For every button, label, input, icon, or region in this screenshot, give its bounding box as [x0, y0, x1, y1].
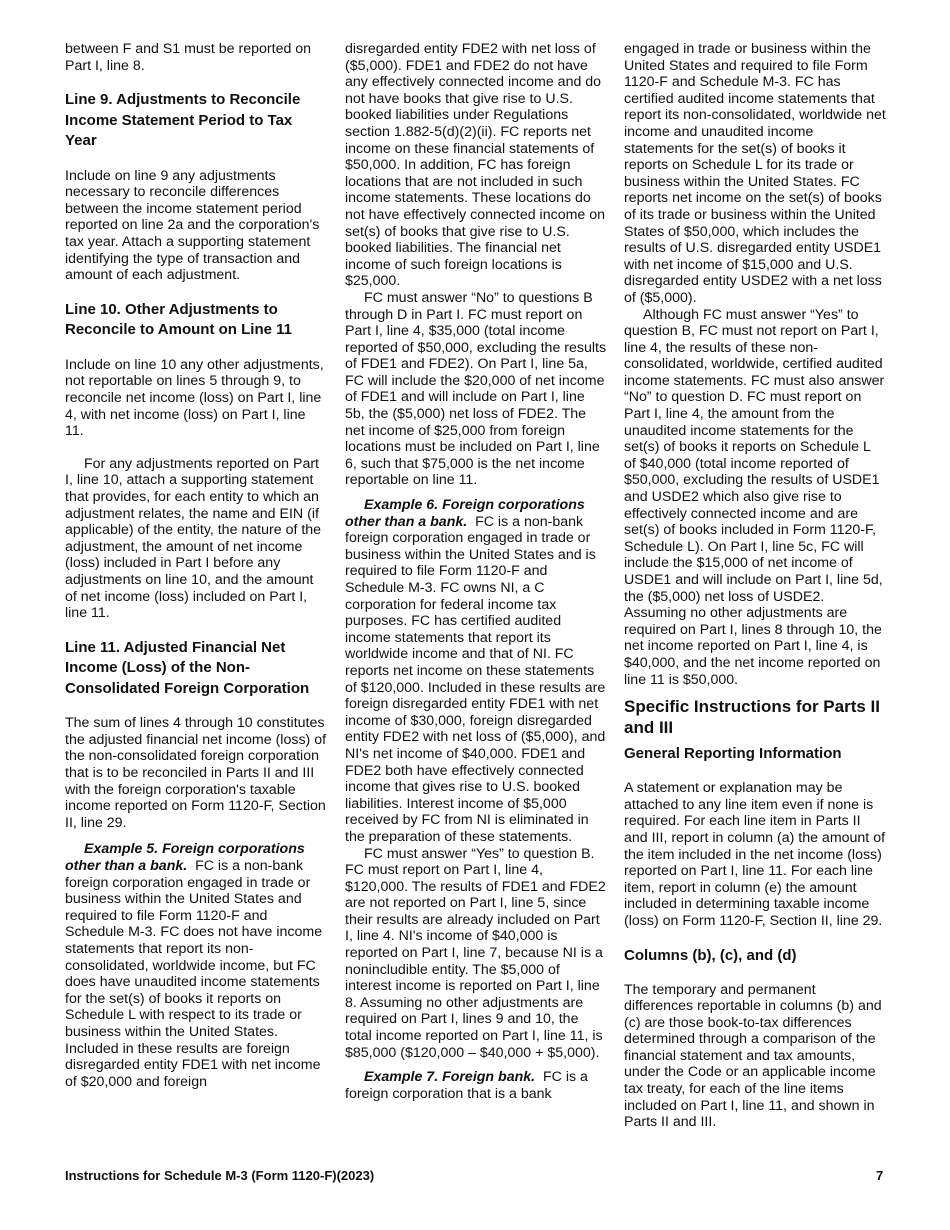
example-7-text: FC is a foreign corporation that is a bank [345, 1069, 588, 1102]
heading-general-reporting: General Reporting Information [624, 745, 842, 763]
example-7 [345, 1069, 607, 1102]
heading-specific-instructions: Specific Instructions for Parts II and III [624, 697, 881, 738]
heading-line-10: Line 10. Other Adjustments to Reconcile to Amount on Line 11 [65, 300, 292, 339]
example-5-title: Example 5. Foreign corporations other than a bank. [65, 841, 305, 874]
column-3 [624, 41, 886, 1147]
paragraph-line-10-b: For any adjustments reported on Part I, line 10, attach a supporting statement that provides, for each entity to which an adjustment relates, the name and EIN (if applicable) of the entity, the nature of the adjustment, the amount of net income (loss) included in Part I before any adjustments on line 10, and the amount of net income (loss) included on Part I, line 11. [65, 455, 322, 622]
paragraph-columns-bcd: The temporary and permanent differences reportable in columns (b) and (c) are those book-to-tax differences determined through a comparison of the financial statement and tax amounts, under the Code or an applicable income tax treaty, for each of the line items included on Part I, line 11, and shown in Parts II and III. [624, 981, 882, 1131]
paragraph-continued: engaged in trade or business within the United States and required to file Form 1120-F and Schedule M-3. FC has certified audited income statements that report its non-consolidated, worldwide net income and unaudited income statements for the set(s) of books it reports on Schedule L for its trade or business within the United States. FC reports net income on the set(s) of books of its trade or business within the United States of $50,000, which includes the results of U.S. disregarded entity USDE1 with net income of $15,000 and U.S. disregarded entity USDE2 with a net loss of ($5,000). [624, 41, 886, 306]
column-2 [345, 41, 607, 1102]
paragraph-although: Although FC must answer “Yes” to question B, FC must not report on Part I, line 4, the results of these non-consolidated, worldwide, certified audited income statements. FC must also answer “No” to question D. FC must report on Part I, line 4, the amount from the unaudited income statements for the set(s) of books it reports on Schedule L of $40,000 (total income reported of $50,000, excluding the results of USDE1 and USDE2 which also give rise to effectively connected income and are set(s) of books included in Form 1120-F, Schedule L). On Part I, line 5c, FC will include the $15,000 of net income of USDE1 and will include on Part I, line 5d, the ($5,000) net loss of USDE2. Assuming no other adjustments are required on Part I, lines 8 through 10, the net income reported on Part I, line 4, is $40,000, and the net income reported on line 11 is $50,000. [624, 306, 885, 688]
example-5-text: FC is a non-bank foreign corporation engaged in trade or business within the United States and required to file Form 1120-F and Schedule M-3. FC does not have income statements that report its non-consolidated, worldwide income, but FC does have unaudited income statements for the set(s) of books it reports on Schedule L with respect to its trade or business within the United States. Included in these results are foreign disregarded entity FDE1 with net income of $20,000 and foreign [65, 858, 323, 1090]
paragraph-line-10-a: Include on line 10 any other adjustments, not reportable on lines 5 through 9, to reconcile net income (loss) on Part I, line 4, with net income (loss) on Part I, line 11. [65, 356, 324, 440]
paragraph-line-11: The sum of lines 4 through 10 constitutes the adjusted financial net income (loss) of the non-consolidated foreign corporation that is to be reconciled in Parts II and III with the foreign corporation's taxable income reported on Form 1120-F, Section II, line 29. [65, 715, 327, 831]
heading-line-11: Line 11. Adjusted Financial Net Income (Loss) of the Non-Consolidated Foreign Corporation [65, 638, 310, 697]
paragraph-fc-answer-1: FC must answer “No” to questions B through D in Part I. FC must report on Part I, line 4, $35,000 (total income reported of $50,000, excluding the results of FDE1 and FDE2). On Part I, line 5a, FC will include the $20,000 of net income of FDE1 and will include on Part I, line 5b, the ($5,000) net loss of FDE2. The net income of $25,000 from foreign locations must be included on Part I, line 6, such that $75,000 is the net income reportable on line 11. [345, 289, 607, 489]
heading-line-9: Line 9. Adjustments to Reconcile Income Statement Period to Tax Year [65, 91, 301, 150]
example-6 [345, 497, 607, 845]
footer-title: Instructions for Schedule M-3 (Form 1120-F)(2023) [65, 1168, 375, 1183]
paragraph-continued: between F and S1 must be reported on Part I, line 8. [65, 41, 312, 74]
paragraph-fc-answer-2: FC must answer “Yes” to question B. FC must report on Part I, line 4, $120,000. The results of FDE1 and FDE2 are not reported on Part I, line 5, since their results are already included on Part I, line 4. NI's income of $40,000 is reported on Part I, line 7, because NI is a nonincludible entity. The $5,000 of interest income is reported on Part I, line 8. Assuming no other adjustments are required on Part I, lines 9 and 10, the total income reported on Part I, line 11, is $85,000 ($120,000 – $40,000 + $5,000). [345, 845, 606, 1061]
example-5 [65, 841, 327, 1090]
example-6-text: FC is a non-bank foreign corporation engaged in trade or business within the United States and is required to file Form 1120-F and Schedule M-3. FC owns NI, a C corporation for federal income tax purposes. FC has certified audited income statements that report its worldwide income and that of NI. FC reports net income on these statements of $120,000. Included in these results are foreign disregarded entity FDE1 with net income of $30,000, foreign disregarded entity FDE2 with net loss of ($5,000), and NI's net income of $40,000. FDE1 and FDE2 both have effectively connected income that gives rise to U.S. booked liabilities. Interest income of $5,000 received by FC from NI is eliminated in the preparation of these statements. [345, 513, 606, 845]
paragraph-continued: disregarded entity FDE2 with net loss of ($5,000). FDE1 and FDE2 do not have any effectively connected income and do not have books that give rise to U.S. booked liabilities under Regulations section 1.882-5(d)(2)(ii). FC reports net income on these financial statements of $50,000. In addition, FC has foreign locations that are not included in such income statements. These locations do not have effectively connected income on set(s) of books that give rise to U.S. booked liabilities. The financial net income of such foreign locations is $25,000. [345, 41, 606, 290]
heading-columns-bcd: Columns (b), (c), and (d) [624, 946, 797, 964]
paragraph-line-9: Include on line 9 any adjustments necessary to reconcile differences between the income statement period reported on line 2a and the corporation's tax year. Attach a supporting statement identifying the type of transaction and amount of each adjustment. [65, 167, 320, 284]
example-7-title: Example 7. Foreign bank. [364, 1069, 536, 1086]
column-1 [65, 41, 327, 1090]
example-6-title: Example 6. Foreign corporations other than a bank. [345, 497, 585, 530]
page-number: 7 [876, 1168, 884, 1183]
paragraph-general-reporting: A statement or explanation may be attached to any line item even if none is required. For each line item in Parts II and III, report in column (a) the amount of the item included in the net income (loss) reported on Part I, line 11. For each line item, report in column (e) the amount included in determining taxable income (loss) on Form 1120-F, Section II, line 29. [624, 780, 886, 929]
